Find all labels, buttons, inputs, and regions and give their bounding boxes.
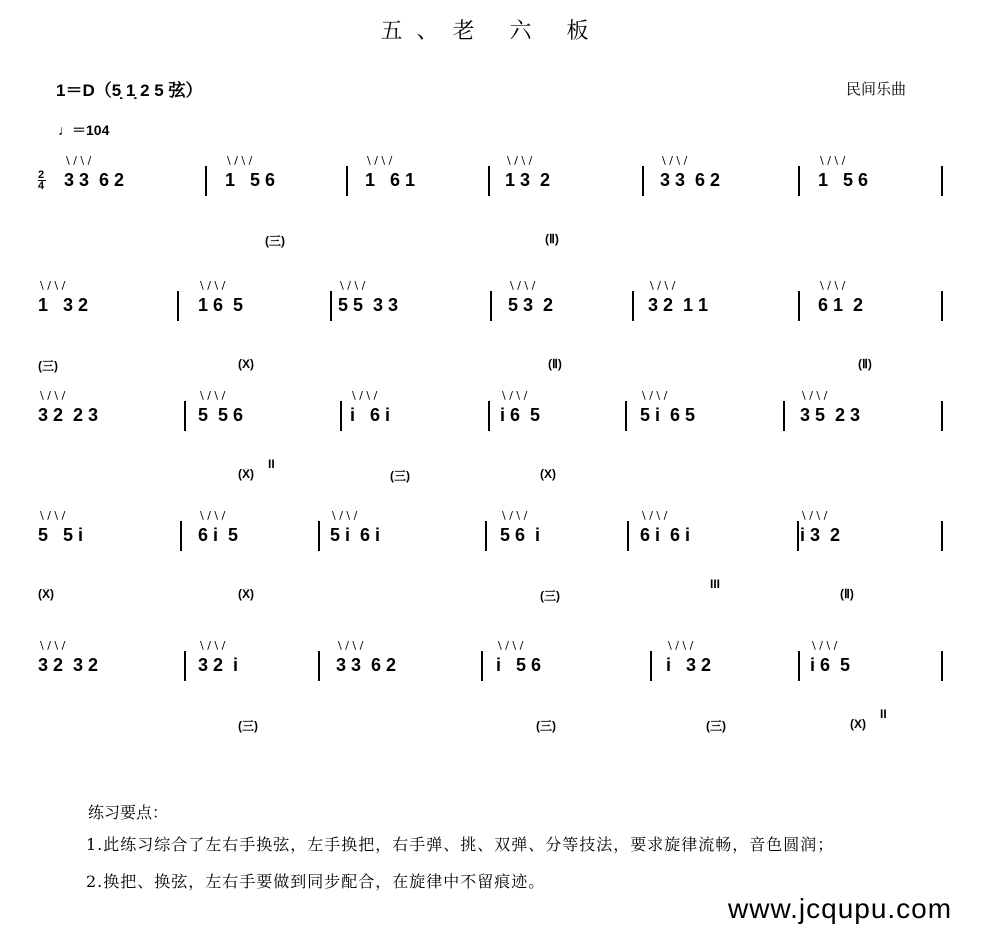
bowing-mark: \ / \ / [507, 154, 533, 167]
bowing-mark: \ / \ / [200, 509, 226, 522]
string-indicator: (三) [265, 234, 285, 248]
key-signature: 1＝D（5̣ 1̣ 2 5 弦） [56, 81, 203, 100]
measure: 1 3 2 [38, 295, 89, 315]
measure: 1 3 2 [505, 170, 551, 190]
barline [318, 521, 320, 551]
barline [941, 291, 943, 321]
barline [798, 651, 800, 681]
measure: i 6 5 [810, 655, 851, 675]
string-indicator: (X) [540, 467, 556, 481]
measure: 1 6 5 [198, 295, 244, 315]
barline [650, 651, 652, 681]
barline [797, 521, 799, 551]
barline [798, 166, 800, 196]
bowing-mark: \ / \ / [802, 389, 828, 402]
string-indicator: (Ⅱ) [545, 232, 559, 246]
barline [625, 401, 627, 431]
measure: 5 5 i [38, 525, 84, 545]
bowing-mark: \ / \ / [200, 389, 226, 402]
measure: 3 2 3 2 [38, 655, 99, 675]
measure: 5 5 6 [198, 405, 244, 425]
string-indicator: (三) [536, 719, 556, 733]
position-mark: II [268, 457, 275, 471]
measure: 5 i 6 5 [640, 405, 696, 425]
barline [632, 291, 634, 321]
string-indicator: (Ⅱ) [548, 357, 562, 371]
bowing-mark: \ / \ / [200, 279, 226, 292]
bowing-mark: \ / \ / [650, 279, 676, 292]
measure: 3 2 2 3 [38, 405, 99, 425]
bowing-mark: \ / \ / [340, 279, 366, 292]
position-mark: II [880, 707, 887, 721]
bowing-mark: \ / \ / [498, 639, 524, 652]
barline [340, 401, 342, 431]
time-signature [38, 170, 46, 191]
barline [488, 401, 490, 431]
barline [490, 291, 492, 321]
measure: 5 3 2 [508, 295, 554, 315]
measure: i 5 6 [496, 655, 542, 675]
barline [184, 651, 186, 681]
string-indicator: (X) [238, 587, 254, 601]
string-indicator: (Ⅱ) [840, 587, 854, 601]
barline [783, 401, 785, 431]
measure: 3 3 6 2 [64, 170, 125, 190]
tempo-marking: ♩＝104 [58, 122, 110, 138]
barline [205, 166, 207, 196]
string-indicator: (三) [238, 719, 258, 733]
bowing-mark: \ / \ / [812, 639, 838, 652]
measure: 5 6 i [500, 525, 541, 545]
barline [346, 166, 348, 196]
measure: 6 i 6 i [640, 525, 691, 545]
measure: 5 i 6 i [330, 525, 381, 545]
bowing-mark: \ / \ / [40, 509, 66, 522]
measure: 3 2 1 1 [648, 295, 709, 315]
measure: 1 5 6 [818, 170, 869, 190]
bowing-mark: \ / \ / [66, 154, 92, 167]
barline [481, 651, 483, 681]
measure: 3 3 6 2 [660, 170, 721, 190]
barline [941, 166, 943, 196]
measure: 6 1 2 [818, 295, 864, 315]
barline [941, 401, 943, 431]
bowing-mark: \ / \ / [40, 639, 66, 652]
bowing-mark: \ / \ / [642, 389, 668, 402]
barline [180, 521, 182, 551]
measure: 5 5 3 3 [338, 295, 399, 315]
page-title: 五、老 六 板 [380, 19, 603, 44]
string-indicator: (三) [390, 469, 410, 483]
bowing-mark: \ / \ / [510, 279, 536, 292]
measure: i 6 5 [500, 405, 541, 425]
watermark-url: www.jcqupu.com [728, 893, 953, 924]
bowing-mark: \ / \ / [227, 154, 253, 167]
measure: i 6 i [350, 405, 391, 425]
string-indicator: (Ⅱ) [858, 357, 872, 371]
string-indicator: (X) [238, 467, 254, 481]
bowing-mark: \ / \ / [642, 509, 668, 522]
bowing-mark: \ / \ / [662, 154, 688, 167]
practice-notes-title: 练习要点： [88, 803, 169, 822]
string-indicator: (X) [238, 357, 254, 371]
measure: 6 i 5 [198, 525, 239, 545]
bowing-mark: \ / \ / [352, 389, 378, 402]
measure: 1 5 6 [225, 170, 276, 190]
bowing-mark: \ / \ / [367, 154, 393, 167]
bowing-mark: \ / \ / [802, 509, 828, 522]
barline [318, 651, 320, 681]
barline [177, 291, 179, 321]
bowing-mark: \ / \ / [40, 279, 66, 292]
position-mark: III [710, 577, 721, 591]
barline [330, 291, 332, 321]
string-indicator: (三) [706, 719, 726, 733]
barline [941, 521, 943, 551]
practice-note-2: 2.换把、换弦，左右手要做到同步配合，在旋律中不留痕迹。 [86, 872, 546, 891]
measure: 3 2 i [198, 655, 239, 675]
time-signature-top: 2 [38, 169, 45, 181]
measure: i 3 2 [666, 655, 712, 675]
bowing-mark: \ / \ / [668, 639, 694, 652]
bowing-mark: \ / \ / [338, 639, 364, 652]
barline [642, 166, 644, 196]
barline [798, 291, 800, 321]
measure: i 3 2 [800, 525, 841, 545]
bowing-mark: \ / \ / [820, 154, 846, 167]
bowing-mark: \ / \ / [502, 389, 528, 402]
barline [627, 521, 629, 551]
barline [184, 401, 186, 431]
measure: 1 6 1 [365, 170, 416, 190]
bowing-mark: \ / \ / [502, 509, 528, 522]
string-indicator: (X) [38, 587, 54, 601]
barline [941, 651, 943, 681]
measure: 3 3 6 2 [336, 655, 397, 675]
practice-note-1: 1.此练习综合了左右手换弦，左手换把，右手弹、挑、双弹、分等技法，要求旋律流畅，音色圆润； [86, 835, 835, 854]
bowing-mark: \ / \ / [820, 279, 846, 292]
barline [485, 521, 487, 551]
barline [488, 166, 490, 196]
bowing-mark: \ / \ / [40, 389, 66, 402]
string-indicator: (三) [540, 589, 560, 603]
bowing-mark: \ / \ / [332, 509, 358, 522]
string-indicator: (三) [38, 359, 58, 373]
bowing-mark: \ / \ / [200, 639, 226, 652]
composer-label: 民间乐曲 [846, 80, 907, 98]
time-signature-bottom: 4 [38, 180, 45, 192]
measure: 3 5 2 3 [800, 405, 861, 425]
string-indicator: (X) [850, 717, 866, 731]
